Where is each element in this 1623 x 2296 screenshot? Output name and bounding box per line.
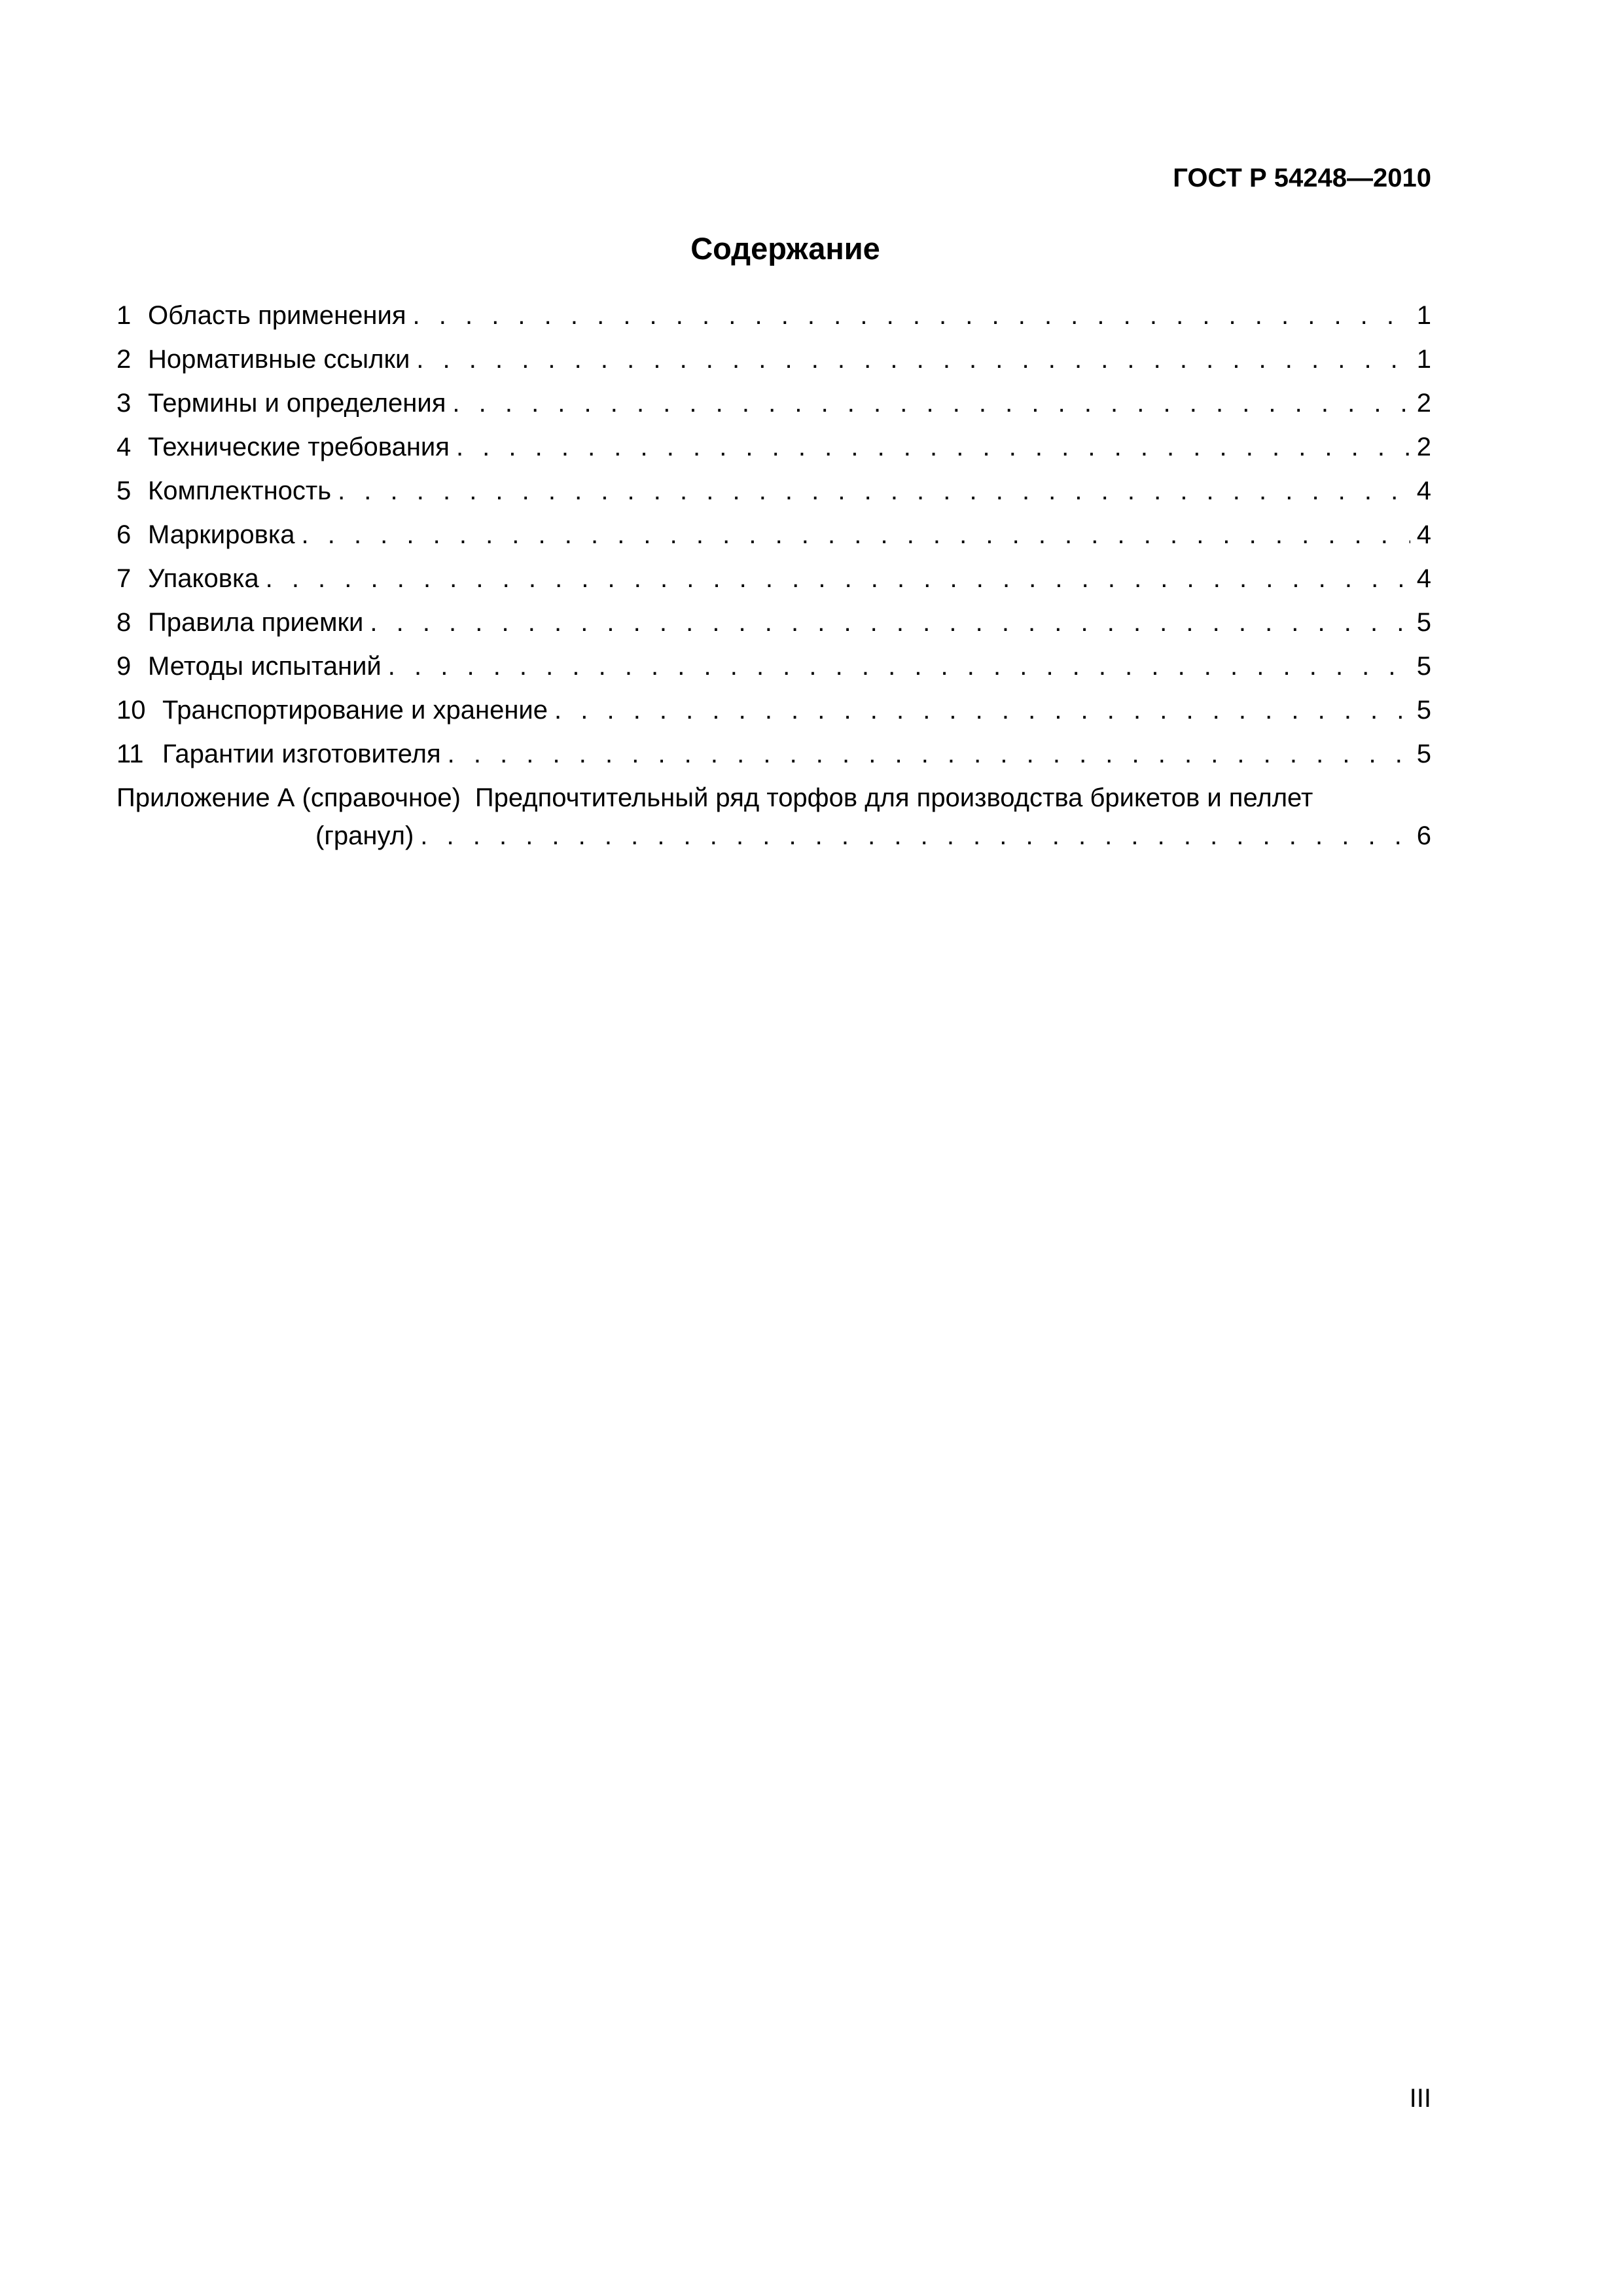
toc-title: Содержание (690, 231, 880, 266)
toc-leader-dots (388, 651, 1410, 682)
toc-item-number: 6 (116, 520, 132, 549)
toc-item-number: 10 (116, 696, 146, 725)
toc-item-page: 1 (1416, 301, 1431, 330)
toc-item-label: Термины и определения (148, 389, 446, 418)
toc-item-page: 4 (1416, 476, 1431, 505)
toc-item-page: 5 (1416, 608, 1431, 637)
toc-item[interactable] (116, 475, 1431, 519)
toc-item-label: Нормативные ссылки (148, 345, 410, 374)
toc-leader-dots (554, 694, 1410, 726)
toc-leader-dots (420, 820, 1410, 852)
annex-first-line (116, 782, 1431, 820)
toc-leader-dots (266, 563, 1410, 594)
toc-leader-dots (452, 387, 1410, 419)
toc-item-page: 6 (1416, 821, 1431, 850)
toc-item-label: Область применения (148, 301, 406, 330)
toc-item-page: 2 (1416, 389, 1431, 418)
toc-item-label: Технические требования (148, 433, 450, 461)
toc-item-label: Упаковка (148, 564, 259, 593)
toc-item-number: 3 (116, 389, 132, 418)
toc-leader-dots (338, 475, 1410, 507)
toc-item-number: 7 (116, 564, 132, 593)
toc-item-number: 11 (116, 740, 144, 768)
toc-item-number: 8 (116, 608, 132, 637)
toc-item[interactable] (116, 431, 1431, 475)
toc-item[interactable] (116, 387, 1431, 431)
toc-item-label: Гарантии изготовителя (162, 740, 441, 768)
toc-item-number: 9 (116, 652, 132, 681)
toc-leader-dots (301, 519, 1410, 550)
toc-leader-dots (413, 300, 1410, 331)
table-of-contents (116, 300, 1431, 864)
toc-item[interactable] (116, 519, 1431, 563)
toc-item-number: 5 (116, 476, 132, 505)
toc-annex-item[interactable] (116, 782, 1431, 864)
annex-prefix: Приложение А (справочное) (116, 783, 461, 812)
toc-leader-dots (370, 607, 1410, 638)
toc-item-label: Методы испытаний (148, 652, 382, 681)
toc-item[interactable] (116, 344, 1431, 387)
toc-item-label: Маркировка (148, 520, 295, 549)
toc-item[interactable] (116, 300, 1431, 344)
toc-item[interactable] (116, 607, 1431, 651)
page-number: III (1409, 2084, 1431, 2113)
toc-item-page: 5 (1416, 696, 1431, 725)
toc-item-page: 2 (1416, 433, 1431, 461)
toc-item[interactable] (116, 563, 1431, 607)
annex-second-line (116, 820, 1431, 864)
toc-item[interactable] (116, 694, 1431, 738)
toc-item-page: 4 (1416, 520, 1431, 549)
annex-title-line1: Предпочтительный ряд торфов для производства брикетов и пеллет (474, 783, 1313, 812)
toc-item[interactable] (116, 651, 1431, 694)
toc-item-page: 1 (1416, 345, 1431, 374)
toc-leader-dots (456, 431, 1410, 463)
toc-item-label: Правила приемки (148, 608, 364, 637)
toc-leader-dots (448, 738, 1410, 770)
toc-item[interactable] (116, 738, 1431, 782)
toc-item-page: 5 (1416, 652, 1431, 681)
toc-item-label: Комплектность (148, 476, 332, 505)
toc-leader-dots (416, 344, 1410, 375)
toc-item-page: 4 (1416, 564, 1431, 593)
annex-title-line2: (гранул) (315, 821, 414, 850)
toc-item-number: 2 (116, 345, 132, 374)
document-code: ГОСТ Р 54248—2010 (1173, 164, 1431, 192)
toc-item-number: 4 (116, 433, 132, 461)
toc-item-number: 1 (116, 301, 132, 330)
toc-item-page: 5 (1416, 740, 1431, 768)
toc-item-label: Транспортирование и хранение (162, 696, 548, 725)
